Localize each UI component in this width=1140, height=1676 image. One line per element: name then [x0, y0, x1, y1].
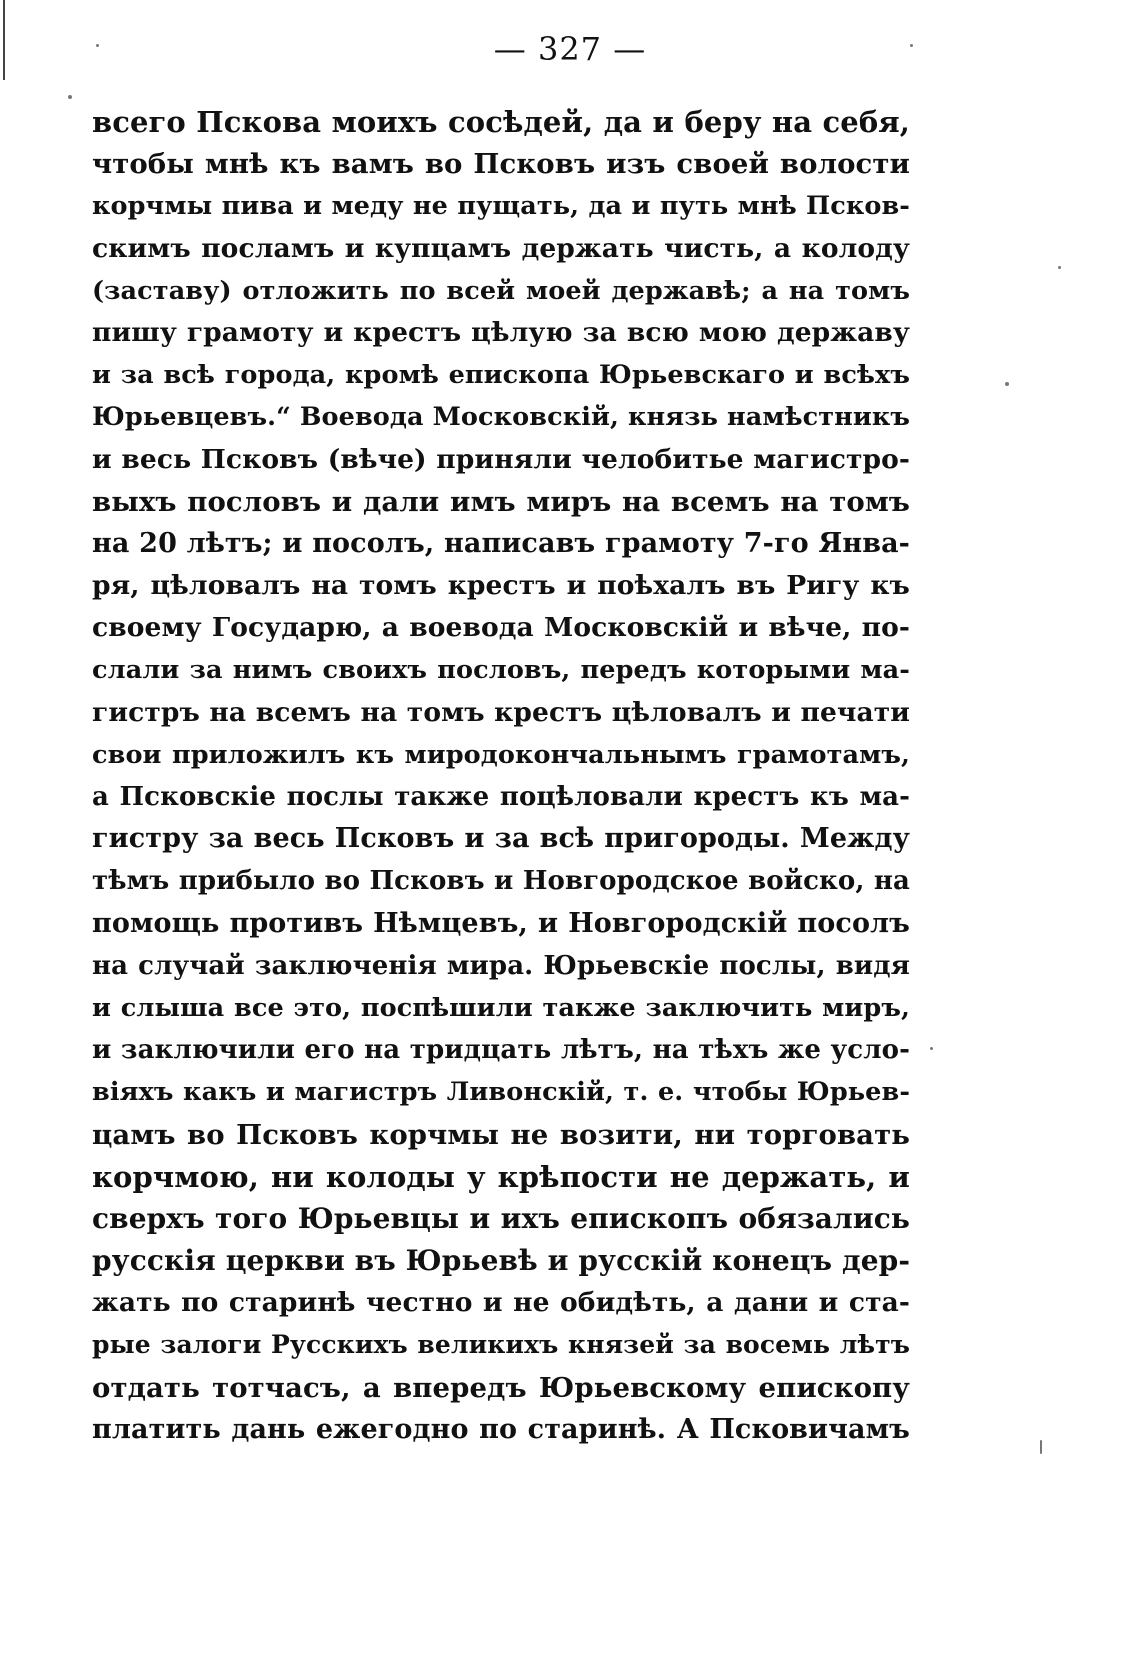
text-line: пишу грамоту и крестъ цѣлую за всю мою державу	[92, 316, 910, 348]
page-number: — 327 —	[493, 30, 647, 68]
text-line: платить дань ежегодно по старинѣ. А Псковичамъ	[92, 1413, 910, 1445]
text-line: тѣмъ прибыло во Псковъ и Новгородское войско, на	[92, 866, 910, 897]
text-line: отдать тотчасъ, а впередъ Юрьевскому епископу	[92, 1371, 910, 1404]
text-line: корчмы пива и меду не пущать, да и путь мнѣ Псков-	[92, 191, 910, 222]
text-line: на 20 лѣтъ; и посолъ, написавъ грамоту 7-го Янва-	[92, 527, 910, 559]
text-line: ря, цѣловалъ на томъ крестъ и поѣхалъ въ Ригу къ	[92, 570, 910, 602]
text-line: рые залоги Русскихъ великихъ князей за восемь лѣтъ	[92, 1330, 910, 1360]
text-line: своему Государю, а воевода Московскій и вѣче, по-	[92, 612, 910, 644]
text-line: и за всѣ города, кромѣ епископа Юрьевскаго и всѣхъ	[92, 360, 910, 391]
text-line: гистръ на всемъ на томъ крестъ цѣловалъ и печати	[92, 696, 910, 728]
body-text	[92, 101, 910, 1451]
text-line: слали за нимъ своихъ пословъ, передъ которыми ма-	[92, 655, 910, 686]
text-line: и слыша все это, поспѣшили также заключить миръ,	[92, 992, 910, 1023]
text-line: корчмою, ни колоды у крѣпости не держать, и	[92, 1159, 910, 1194]
text-line: цамъ во Псковъ корчмы не возити, ни торговать	[92, 1118, 910, 1151]
scan-speck	[910, 44, 913, 47]
scan-speck	[1058, 266, 1061, 269]
scan-speck	[1040, 1440, 1042, 1454]
text-line: на случай заключенія мира. Юрьевскіе послы, видя	[92, 950, 910, 981]
text-line: и весь Псковъ (вѣче) приняли челобитье магистро-	[92, 443, 910, 475]
text-line: Юрьевцевъ.“ Воевода Московскій, князь намѣстникъ	[92, 402, 911, 433]
text-line: (заставу) отложить по всей моей державѣ; а на томъ	[92, 275, 910, 306]
text-line: скимъ посламъ и купцамъ держать чисть, а колоду	[92, 232, 910, 264]
scan-speck	[930, 1047, 933, 1050]
text-line: віяхъ какъ и магистръ Ливонскій, т. е. чтобы Юрьев-	[92, 1077, 910, 1108]
text-line: гистру за весь Псковъ и за всѣ пригороды. Между	[92, 823, 910, 855]
text-line: и заключили его на тридцать лѣтъ, на тѣхъ же усло-	[92, 1035, 910, 1066]
text-line: выхъ пословъ и дали имъ миръ на всемъ на томъ	[92, 485, 910, 518]
text-line: жать по старинѣ честно и не обидѣть, а дани и ста-	[92, 1287, 910, 1319]
text-line: чтобы мнѣ къ вамъ во Псковъ изъ своей волости	[92, 148, 910, 181]
text-line: сверхъ того Юрьевцы и ихъ епископъ обязались	[92, 1201, 910, 1235]
text-line: а Псковскіе послы также поцѣловали крестъ къ ма-	[92, 782, 910, 812]
text-line: свои приложилъ къ миродокончальнымъ грамотамъ,	[92, 739, 910, 770]
scan-speck	[1005, 382, 1009, 386]
scan-speck	[96, 44, 99, 47]
scan-speck	[68, 95, 72, 99]
text-line: русскія церкви въ Юрьевѣ и русскій конецъ дер-	[92, 1244, 911, 1278]
text-line: помощь противъ Нѣмцевъ, и Новгородскій посолъ	[92, 907, 910, 939]
text-line: всего Пскова моихъ сосѣдей, да и беру на себя,	[92, 105, 910, 139]
